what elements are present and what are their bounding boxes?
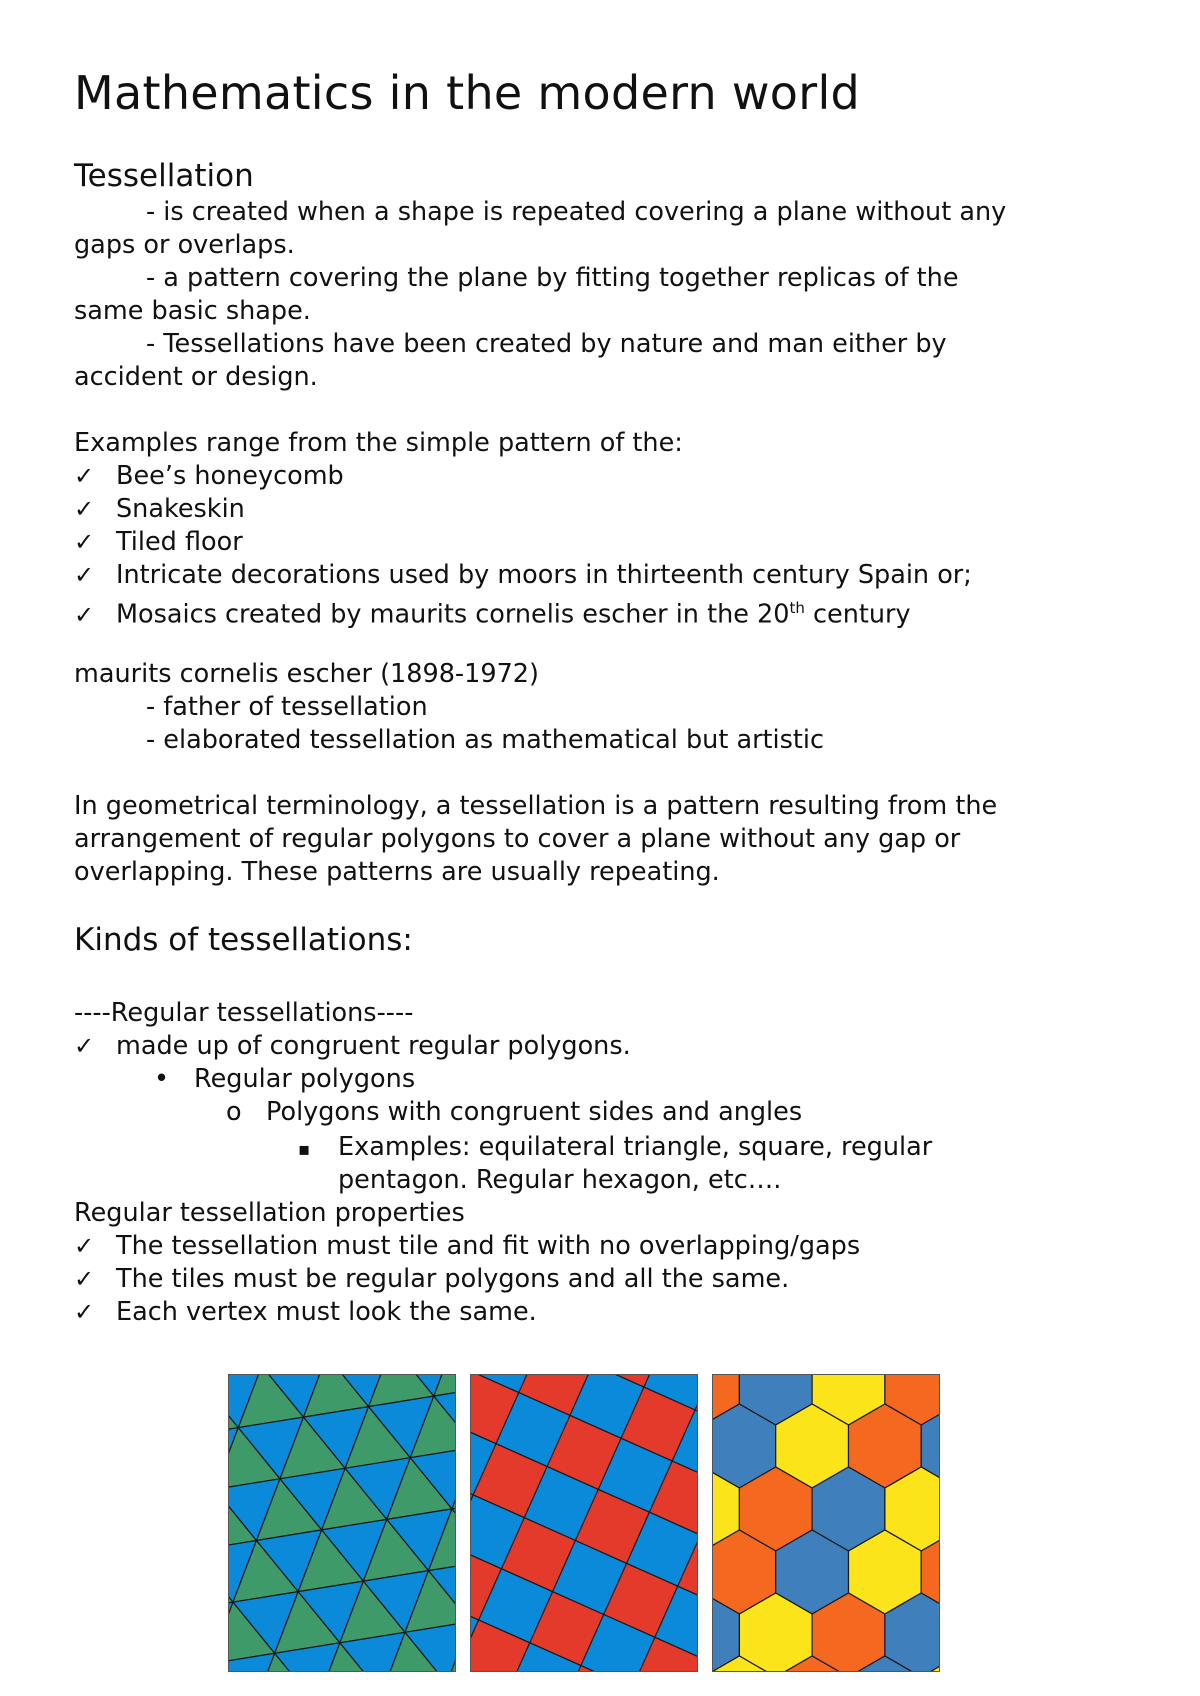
hexagon-tessellation (712, 1374, 940, 1672)
list-item-text: Polygons with congruent sides and angles (266, 1097, 803, 1127)
list-item-text: Regular polygons (194, 1064, 416, 1094)
list-item (74, 1263, 789, 1296)
examples-intro: Examples range from the simple pattern of the: (74, 428, 683, 458)
tessellation-figures (228, 1374, 940, 1672)
list-item (74, 1296, 537, 1329)
definition-2b: same basic shape. (74, 296, 311, 326)
checkmark-icon: ✓ (74, 495, 95, 523)
list-item (74, 493, 245, 526)
regular-header: ----Regular tessellations---- (74, 998, 414, 1028)
square-tessellation (470, 1374, 698, 1672)
list-item-text: Snakeskin (116, 494, 245, 524)
list-item-text: Intricate decorations used by moors in thirteenth century Spain or; (116, 560, 972, 590)
square-bullet-icon: ▪ (298, 1139, 311, 1160)
list-item-text: Tiled floor (116, 527, 243, 557)
list-item-text: The tiles must be regular polygons and all the same. (116, 1264, 790, 1294)
list-item-text: Mosaics created by maurits cornelis escher in the 20 (116, 599, 790, 630)
kinds-heading: Kinds of tessellations: (74, 922, 413, 958)
geometry-line-3: overlapping. These patterns are usually repeating. (74, 857, 720, 887)
checkmark-icon: ✓ (74, 462, 95, 490)
escher-point-1: - father of tessellation (146, 692, 428, 722)
list-item-text: Each vertex must look the same. (116, 1297, 537, 1327)
list-item (154, 1063, 415, 1096)
definition-2a: - a pattern covering the plane by fitting together replicas of the (146, 263, 959, 293)
list-item-tail: century (804, 599, 911, 630)
triangle-tessellation (228, 1374, 456, 1672)
list-item (74, 1030, 631, 1063)
list-item-text: made up of congruent regular polygons. (116, 1031, 631, 1061)
checkmark-icon: ✓ (74, 1032, 95, 1060)
definition-1a: - is created when a shape is repeated covering a plane without any (146, 197, 1007, 227)
square-tile (471, 1671, 507, 1672)
checkmark-icon: ✓ (74, 561, 95, 589)
list-item (226, 1096, 802, 1129)
list-item (74, 526, 243, 559)
hexagon-tessellation-image (713, 1375, 940, 1672)
list-item-text: Bee’s honeycomb (116, 461, 344, 491)
circle-bullet-icon: o (226, 1097, 242, 1127)
geometry-line-2: arrangement of regular polygons to cover a plane without any gap or (74, 824, 961, 854)
geometry-line-1: In geometrical terminology, a tessellation is a pattern resulting from the (74, 791, 998, 821)
checkmark-icon: ✓ (74, 1265, 95, 1293)
properties-heading: Regular tessellation properties (74, 1198, 465, 1228)
checkmark-icon: ✓ (74, 1232, 95, 1260)
bullet-icon: • (154, 1064, 170, 1094)
page-title: Mathematics in the modern world (74, 66, 861, 120)
escher-point-2: - elaborated tessellation as mathematical but artistic (146, 725, 825, 755)
definition-3a: - Tessellations have been created by nature and man either by (146, 329, 947, 359)
list-item (74, 559, 972, 592)
checkmark-icon: ✓ (74, 528, 95, 556)
checkmark-icon: ✓ (74, 600, 95, 629)
list-item (74, 592, 911, 632)
square-tessellation-image (471, 1375, 698, 1672)
definition-3b: accident or design. (74, 362, 318, 392)
superscript: th (789, 599, 805, 617)
escher-name: maurits cornelis escher (1898-1972) (74, 659, 539, 689)
checkmark-icon: ✓ (74, 1298, 95, 1326)
triangle-tessellation-image (229, 1375, 456, 1672)
list-item (298, 1131, 932, 1166)
definition-1b: gaps or overlaps. (74, 230, 295, 260)
tessellation-heading: Tessellation (74, 158, 254, 194)
list-item (74, 460, 344, 493)
list-item (74, 1230, 860, 1263)
list-item-text: Examples: equilateral triangle, square, regular (338, 1132, 933, 1162)
list-item-continued: pentagon. Regular hexagon, etc…. (338, 1165, 782, 1195)
list-item-text: The tessellation must tile and fit with no overlapping/gaps (116, 1231, 861, 1261)
